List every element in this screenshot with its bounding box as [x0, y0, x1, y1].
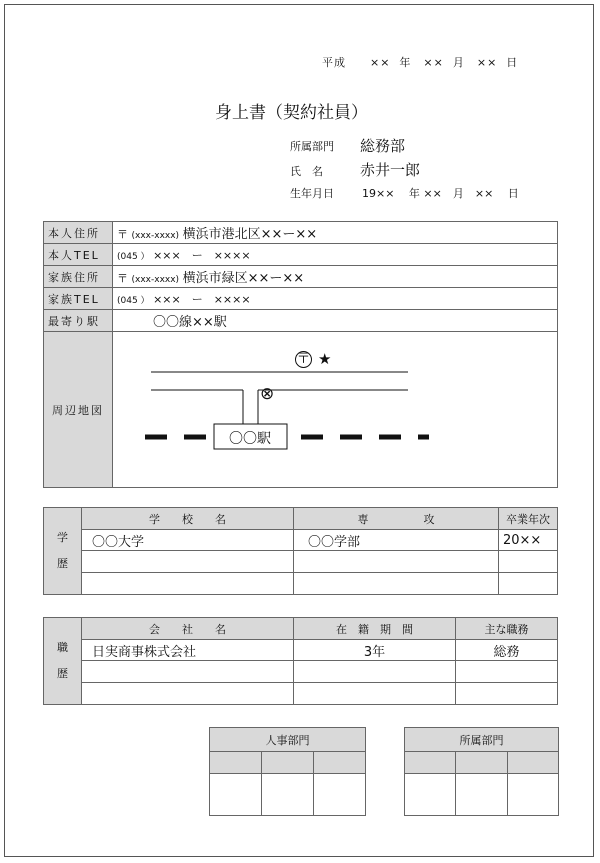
- table-row: [44, 683, 558, 705]
- postal-code: (xxx-xxxx): [131, 275, 180, 285]
- stamp-cell[interactable]: [405, 774, 456, 816]
- stamp-cell[interactable]: [210, 774, 262, 816]
- dept-value: 総務部: [360, 137, 406, 155]
- contact-row: [44, 288, 558, 310]
- career-table: [43, 617, 558, 705]
- education-header-school: 学 校 名: [82, 508, 294, 530]
- map-label: 周辺地図: [44, 332, 113, 488]
- education-label-1: 学: [57, 531, 68, 544]
- police-box-icon: ⊗: [260, 384, 275, 404]
- map-svg: [113, 332, 557, 487]
- area-code: (045 ）: [117, 295, 150, 306]
- station-value: 〇〇線××駅: [153, 315, 227, 330]
- contact-row: [44, 310, 558, 332]
- career-header-duty: 主な職務: [456, 618, 558, 640]
- contact-label: 本人住所: [44, 222, 113, 244]
- contact-label: 最寄り駅: [44, 310, 113, 332]
- career-label-1: 職: [57, 641, 68, 654]
- stamp-cell[interactable]: [507, 774, 558, 816]
- birth-value: 19×× 年 ×× 月 ×× 日: [362, 187, 519, 200]
- birth-label: 生年月日: [290, 187, 334, 200]
- career-header-company: 会 社 名: [82, 618, 294, 640]
- career-header-period: 在 籍 期 間: [294, 618, 456, 640]
- contact-label: 家族住所: [44, 266, 113, 288]
- name-value: 赤井一郎: [360, 161, 421, 179]
- table-row: 日実商事株式会社 3年 総務: [44, 640, 558, 661]
- stamp-cell[interactable]: [262, 774, 314, 816]
- area-code: (045 ）: [117, 251, 150, 262]
- education-table: [43, 507, 558, 595]
- career-label-2: 歴: [57, 667, 68, 680]
- education-header-major: 専 攻: [294, 508, 499, 530]
- contact-label: 家族TEL: [44, 288, 113, 310]
- table-row: [44, 661, 558, 683]
- date-line: 平成 ×× 年 ×× 月 ×× 日: [322, 56, 519, 69]
- hr-stamp-title: 人事部門: [210, 728, 366, 752]
- phone-value: ××× ー ××××: [153, 248, 251, 262]
- dept-stamp-title: 所属部門: [405, 728, 559, 752]
- hr-stamp-box: [209, 727, 366, 816]
- dept-label: 所属部門: [290, 140, 334, 153]
- table-row: [44, 573, 558, 595]
- postal-mark: 〒: [117, 272, 128, 285]
- table-row: 〇〇大学 〇〇学部 20××: [44, 530, 558, 551]
- contact-row: [44, 266, 558, 288]
- dept-stamp-box: [404, 727, 559, 816]
- stamp-cell[interactable]: [314, 774, 366, 816]
- address-value: 横浜市港北区××ー××: [182, 227, 318, 242]
- contact-table: [43, 221, 558, 488]
- education-label-2: 歴: [57, 557, 68, 570]
- station-label: 〇〇駅: [229, 431, 271, 447]
- map-area: [113, 332, 558, 488]
- postal-code: (xxx-xxxx): [131, 231, 180, 241]
- star-icon: ★: [318, 350, 332, 368]
- document-title: 身上書（契約社員）: [215, 103, 368, 123]
- contact-row: [44, 222, 558, 244]
- name-label: 氏 名: [290, 165, 323, 178]
- table-row: [44, 551, 558, 573]
- postal-mark: 〒: [117, 228, 128, 241]
- education-header-year: 卒業年次: [499, 508, 558, 530]
- stamp-cell[interactable]: [456, 774, 507, 816]
- map-row: [44, 332, 558, 488]
- contact-row: [44, 244, 558, 266]
- phone-value: ××× ー ××××: [153, 292, 251, 306]
- post-office-icon: 〒: [296, 351, 311, 367]
- contact-label: 本人TEL: [44, 244, 113, 266]
- address-value: 横浜市緑区××ー××: [182, 271, 305, 286]
